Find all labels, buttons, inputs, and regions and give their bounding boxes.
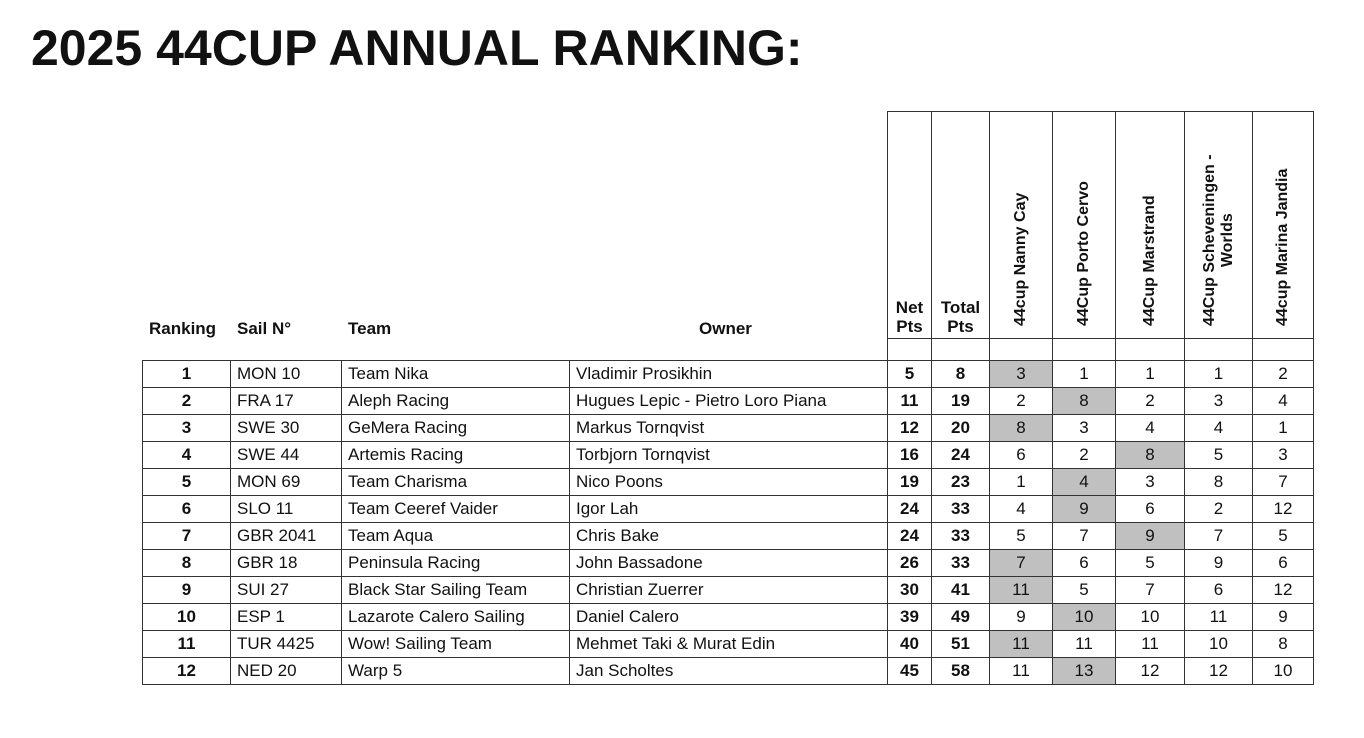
table-row	[143, 658, 1314, 685]
event-score-cell: 2	[1253, 361, 1314, 388]
total-pts-cell: 51	[932, 631, 990, 658]
event-score-cell: 6	[1253, 550, 1314, 577]
event-score-cell-discarded: 8	[990, 415, 1053, 442]
rank-cell: 8	[143, 550, 231, 577]
ranking-table	[142, 111, 1314, 685]
rank-cell: 12	[143, 658, 231, 685]
event-score-cell: 10	[1116, 604, 1185, 631]
net-pts-cell: 26	[888, 550, 932, 577]
event-score-cell: 2	[1053, 442, 1116, 469]
table-header-row	[143, 112, 1314, 339]
team-cell: Team Aqua	[342, 523, 570, 550]
event-score-cell: 6	[1116, 496, 1185, 523]
rank-cell: 10	[143, 604, 231, 631]
event-score-cell: 5	[1053, 577, 1116, 604]
event-score-cell-discarded: 4	[1053, 469, 1116, 496]
owner-cell: Chris Bake	[570, 523, 888, 550]
team-cell: Team Nika	[342, 361, 570, 388]
event-score-cell: 7	[1116, 577, 1185, 604]
table-row	[143, 415, 1314, 442]
sail-number-cell: SWE 30	[231, 415, 342, 442]
header-sail-number: Sail N°	[237, 319, 292, 338]
event-score-cell: 3	[1185, 388, 1253, 415]
net-pts-cell: 11	[888, 388, 932, 415]
team-cell: Black Star Sailing Team	[342, 577, 570, 604]
team-cell: Peninsula Racing	[342, 550, 570, 577]
team-cell: Team Charisma	[342, 469, 570, 496]
owner-cell: Jan Scholtes	[570, 658, 888, 685]
event-score-cell: 10	[1185, 631, 1253, 658]
event-score-cell: 4	[1185, 415, 1253, 442]
event-score-cell: 7	[1185, 523, 1253, 550]
event-score-cell: 10	[1253, 658, 1314, 685]
event-score-cell: 4	[1253, 388, 1314, 415]
event-score-cell: 12	[1253, 496, 1314, 523]
sail-number-cell: SWE 44	[231, 442, 342, 469]
total-pts-cell: 58	[932, 658, 990, 685]
total-pts-cell: 24	[932, 442, 990, 469]
sail-number-cell: GBR 2041	[231, 523, 342, 550]
rank-cell: 11	[143, 631, 231, 658]
owner-cell: Torbjorn Tornqvist	[570, 442, 888, 469]
event-score-cell-discarded: 11	[990, 577, 1053, 604]
header-owner: Owner	[699, 319, 752, 338]
owner-cell: Mehmet Taki & Murat Edin	[570, 631, 888, 658]
event-score-cell: 11	[990, 658, 1053, 685]
team-cell: Wow! Sailing Team	[342, 631, 570, 658]
net-pts-cell: 40	[888, 631, 932, 658]
event-score-cell: 7	[1253, 469, 1314, 496]
event-score-cell: 9	[1253, 604, 1314, 631]
header-event-2: 44Cup Porto Cervo	[1053, 112, 1116, 339]
table-row	[143, 631, 1314, 658]
table-spacer-row	[143, 339, 1314, 361]
sail-number-cell: ESP 1	[231, 604, 342, 631]
table-row	[143, 469, 1314, 496]
event-score-cell-discarded: 9	[1116, 523, 1185, 550]
event-score-cell: 3	[1253, 442, 1314, 469]
event-score-cell: 11	[1185, 604, 1253, 631]
event-score-cell-discarded: 11	[990, 631, 1053, 658]
total-pts-cell: 23	[932, 469, 990, 496]
net-pts-cell: 30	[888, 577, 932, 604]
table-row	[143, 496, 1314, 523]
team-cell: Aleph Racing	[342, 388, 570, 415]
owner-cell: Igor Lah	[570, 496, 888, 523]
event-score-cell: 7	[1053, 523, 1116, 550]
rank-cell: 5	[143, 469, 231, 496]
table-row	[143, 604, 1314, 631]
rank-cell: 2	[143, 388, 231, 415]
event-score-cell-discarded: 10	[1053, 604, 1116, 631]
header-net-pts: Net Pts	[888, 112, 932, 339]
sail-number-cell: SUI 27	[231, 577, 342, 604]
sail-number-cell: TUR 4425	[231, 631, 342, 658]
rank-cell: 6	[143, 496, 231, 523]
event-score-cell: 1	[1185, 361, 1253, 388]
team-cell: Lazarote Calero Sailing	[342, 604, 570, 631]
event-score-cell: 2	[1116, 388, 1185, 415]
event-score-cell-discarded: 8	[1116, 442, 1185, 469]
table-row	[143, 577, 1314, 604]
event-score-cell: 9	[1185, 550, 1253, 577]
header-team: Team	[348, 319, 392, 338]
owner-cell: Christian Zuerrer	[570, 577, 888, 604]
owner-cell: Markus Tornqvist	[570, 415, 888, 442]
event-score-cell: 12	[1185, 658, 1253, 685]
event-score-cell: 2	[1185, 496, 1253, 523]
table-row	[143, 523, 1314, 550]
table-row	[143, 361, 1314, 388]
sail-number-cell: MON 69	[231, 469, 342, 496]
net-pts-cell: 45	[888, 658, 932, 685]
team-cell: Artemis Racing	[342, 442, 570, 469]
event-score-cell: 6	[1053, 550, 1116, 577]
event-score-cell: 8	[1253, 631, 1314, 658]
event-score-cell: 1	[1253, 415, 1314, 442]
event-score-cell-discarded: 8	[1053, 388, 1116, 415]
event-score-cell: 3	[1053, 415, 1116, 442]
rank-cell: 9	[143, 577, 231, 604]
net-pts-cell: 19	[888, 469, 932, 496]
header-event-1: 44cup Nanny Cay	[990, 112, 1053, 339]
event-score-cell: 4	[1116, 415, 1185, 442]
sail-number-cell: FRA 17	[231, 388, 342, 415]
event-score-cell-discarded: 7	[990, 550, 1053, 577]
owner-cell: Vladimir Prosikhin	[570, 361, 888, 388]
table-row	[143, 388, 1314, 415]
event-score-cell: 4	[990, 496, 1053, 523]
sail-number-cell: MON 10	[231, 361, 342, 388]
header-event-4: 44Cup Scheveningen - Worlds	[1185, 112, 1253, 339]
owner-cell: John Bassadone	[570, 550, 888, 577]
event-score-cell-discarded: 9	[1053, 496, 1116, 523]
team-cell: GeMera Racing	[342, 415, 570, 442]
event-score-cell-discarded: 3	[990, 361, 1053, 388]
event-score-cell: 6	[1185, 577, 1253, 604]
rank-cell: 1	[143, 361, 231, 388]
event-score-cell: 8	[1185, 469, 1253, 496]
team-cell: Warp 5	[342, 658, 570, 685]
event-score-cell: 12	[1253, 577, 1314, 604]
event-score-cell: 11	[1116, 631, 1185, 658]
net-pts-cell: 16	[888, 442, 932, 469]
sail-number-cell: GBR 18	[231, 550, 342, 577]
net-pts-cell: 39	[888, 604, 932, 631]
owner-cell: Hugues Lepic - Pietro Loro Piana	[570, 388, 888, 415]
owner-cell: Nico Poons	[570, 469, 888, 496]
event-score-cell: 5	[1185, 442, 1253, 469]
event-score-cell: 5	[1116, 550, 1185, 577]
net-pts-cell: 12	[888, 415, 932, 442]
event-score-cell: 9	[990, 604, 1053, 631]
rank-cell: 3	[143, 415, 231, 442]
header-ranking: Ranking	[149, 319, 217, 338]
event-score-cell: 5	[1253, 523, 1314, 550]
event-score-cell: 6	[990, 442, 1053, 469]
event-score-cell: 11	[1053, 631, 1116, 658]
total-pts-cell: 8	[932, 361, 990, 388]
team-cell: Team Ceeref Vaider	[342, 496, 570, 523]
header-total-pts: Total Pts	[932, 112, 990, 339]
header-event-5: 44cup Marina Jandia	[1253, 112, 1314, 339]
event-score-cell: 5	[990, 523, 1053, 550]
total-pts-cell: 33	[932, 523, 990, 550]
table-row	[143, 442, 1314, 469]
total-pts-cell: 33	[932, 550, 990, 577]
total-pts-cell: 49	[932, 604, 990, 631]
sail-number-cell: NED 20	[231, 658, 342, 685]
rank-cell: 4	[143, 442, 231, 469]
rank-cell: 7	[143, 523, 231, 550]
event-score-cell: 1	[1053, 361, 1116, 388]
net-pts-cell: 24	[888, 523, 932, 550]
total-pts-cell: 20	[932, 415, 990, 442]
event-score-cell: 12	[1116, 658, 1185, 685]
event-score-cell: 2	[990, 388, 1053, 415]
total-pts-cell: 41	[932, 577, 990, 604]
page-title: 2025 44CUP ANNUAL RANKING:	[31, 20, 803, 76]
net-pts-cell: 5	[888, 361, 932, 388]
sail-number-cell: SLO 11	[231, 496, 342, 523]
event-score-cell: 1	[990, 469, 1053, 496]
event-score-cell-discarded: 13	[1053, 658, 1116, 685]
total-pts-cell: 33	[932, 496, 990, 523]
net-pts-cell: 24	[888, 496, 932, 523]
header-event-3: 44Cup Marstrand	[1116, 112, 1185, 339]
total-pts-cell: 19	[932, 388, 990, 415]
event-score-cell: 3	[1116, 469, 1185, 496]
owner-cell: Daniel Calero	[570, 604, 888, 631]
table-row	[143, 550, 1314, 577]
event-score-cell: 1	[1116, 361, 1185, 388]
